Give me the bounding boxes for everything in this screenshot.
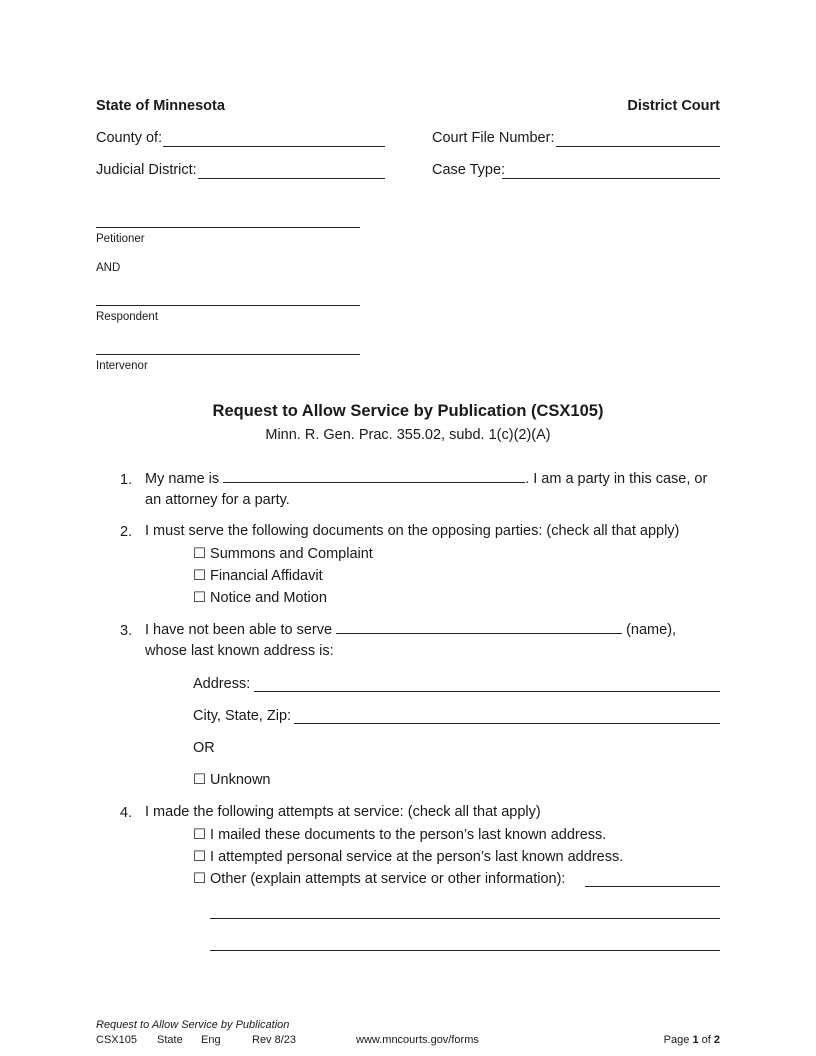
- case-type-field[interactable]: [502, 178, 720, 179]
- petitioner-label: Petitioner: [96, 233, 145, 245]
- footer-rev: Rev 8/23: [252, 1034, 297, 1046]
- footer-url: www.mncourts.gov/forms: [356, 1034, 479, 1046]
- case-type-label: Case Type:: [432, 162, 506, 178]
- checkbox-summons[interactable]: ☐ Summons and Complaint: [193, 546, 373, 562]
- item3-line2: whose last known address is:: [145, 643, 334, 659]
- item4-number: 4.: [120, 805, 133, 821]
- or-label: OR: [193, 740, 215, 756]
- and-label: AND: [96, 262, 121, 274]
- page-total: 2: [713, 1034, 720, 1046]
- serve-name-field[interactable]: [336, 621, 622, 634]
- checkbox-unknown[interactable]: ☐ Unknown: [193, 772, 271, 788]
- file-number-label: Court File Number:: [432, 130, 555, 146]
- respondent-label: Respondent: [96, 311, 159, 323]
- form-title: Request to Allow Service by Publication (CSX105): [212, 402, 604, 420]
- checkbox-other[interactable]: ☐ Other (explain attempts at service or other information):: [193, 871, 566, 887]
- footer-lang: Eng: [201, 1034, 221, 1046]
- item1-line2: an attorney for a party.: [145, 492, 290, 508]
- district-field[interactable]: [198, 178, 385, 179]
- page-number: 1: [692, 1034, 699, 1046]
- name-field[interactable]: [223, 470, 525, 483]
- item1-number: 1.: [120, 472, 133, 488]
- item3-text: [145, 620, 735, 662]
- city-state-zip-field[interactable]: [294, 723, 720, 724]
- state-name: State of Minnesota: [96, 98, 225, 114]
- item1-text: [145, 469, 735, 511]
- item1-prefix: My name is: [145, 471, 220, 487]
- checkbox-personal-service[interactable]: ☐ I attempted personal service at the person’s last known address.: [193, 849, 624, 865]
- court-name: District Court: [627, 98, 720, 114]
- item3-suffix: (name),: [626, 622, 677, 638]
- other-explain-line-3[interactable]: [210, 950, 720, 951]
- page-of: of: [701, 1034, 711, 1046]
- form-subtitle: Minn. R. Gen. Prac. 355.02, subd. 1(c)(2)(A): [265, 427, 551, 443]
- footer-code: CSX105: [96, 1034, 137, 1046]
- district-label: Judicial District:: [96, 162, 197, 178]
- item3-prefix: I have not been able to serve: [145, 622, 333, 638]
- page-prefix: Page: [663, 1034, 690, 1046]
- other-explain-line-2[interactable]: [210, 918, 720, 919]
- address-field[interactable]: [254, 691, 720, 692]
- checkbox-mailed[interactable]: ☐ I mailed these documents to the person’s last known address.: [193, 827, 607, 843]
- other-explain-field[interactable]: [585, 886, 720, 887]
- page-indicator: [664, 1034, 720, 1046]
- item4-text: I made the following attempts at service: (check all that apply): [145, 804, 541, 820]
- petitioner-field[interactable]: [96, 227, 360, 228]
- address-label: Address:: [193, 676, 251, 692]
- city-label: City, State, Zip:: [193, 708, 292, 724]
- checkbox-notice-motion[interactable]: ☐ Notice and Motion: [193, 590, 327, 606]
- footer-state: State: [157, 1034, 183, 1046]
- county-field[interactable]: [163, 146, 385, 147]
- intervenor-field[interactable]: [96, 354, 360, 355]
- intervenor-label: Intervenor: [96, 360, 148, 372]
- item3-number: 3.: [120, 623, 133, 639]
- item2-text: I must serve the following documents on the opposing parties: (check all that apply): [145, 523, 680, 539]
- file-number-field[interactable]: [556, 146, 720, 147]
- item2-number: 2.: [120, 524, 133, 540]
- item1-suffix: . I am a party in this case, or: [525, 471, 708, 487]
- checkbox-financial-affidavit[interactable]: ☐ Financial Affidavit: [193, 568, 323, 584]
- county-label: County of:: [96, 130, 163, 146]
- respondent-field[interactable]: [96, 305, 360, 306]
- footer-title: Request to Allow Service by Publication: [96, 1019, 290, 1031]
